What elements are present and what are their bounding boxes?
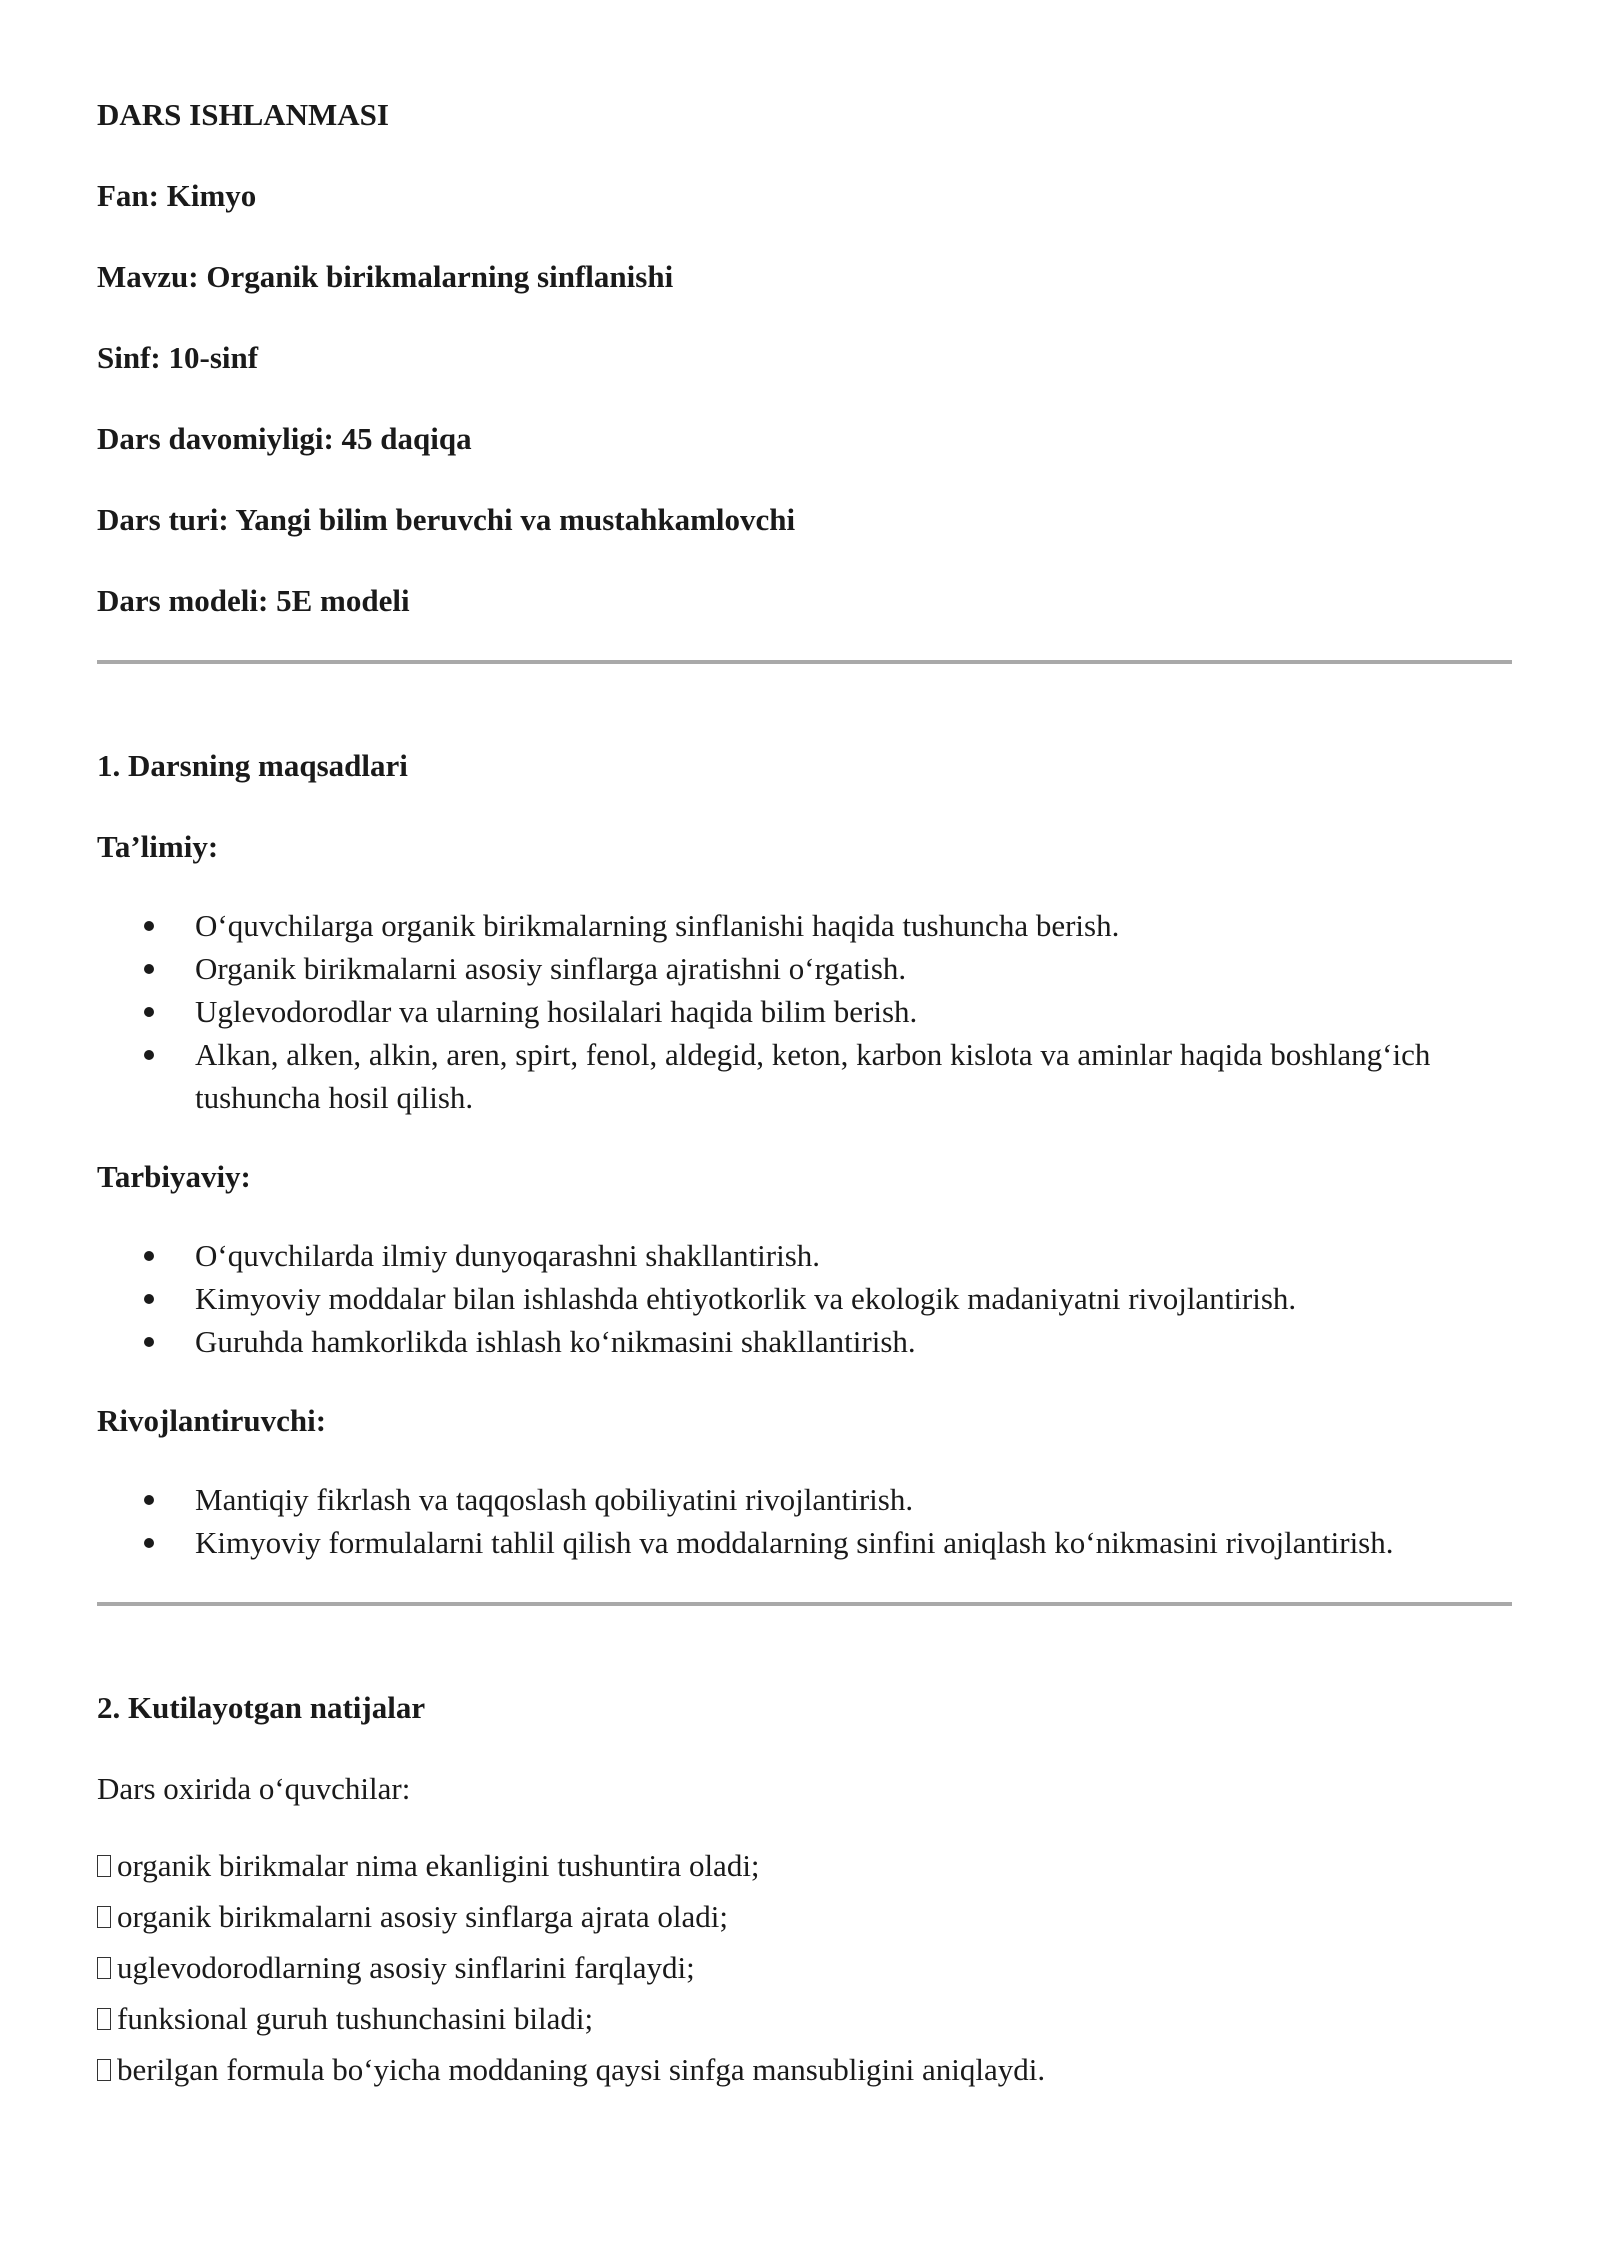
missing-glyph-box-icon (97, 1855, 111, 1877)
bullet-icon (144, 1337, 154, 1347)
subheading-tarbiyaviy: Tarbiyaviy: (97, 1159, 251, 1194)
section-title-outcomes: 2. Kutilayotgan natijalar (97, 1690, 426, 1725)
missing-glyph-box-icon (97, 1957, 111, 1979)
bullet-icon (144, 964, 154, 974)
list-item: organik birikmalarni asosiy sinflarga ajrata oladi; (97, 1891, 1512, 1942)
list-item: Uglevodorodlar va ularning hosilalari haqida bilim berish. (97, 990, 1512, 1033)
divider (97, 1602, 1512, 1606)
section-title-goals: 1. Darsning maqsadlari (97, 748, 408, 783)
tarbiyaviy-list (97, 1234, 1512, 1363)
topic-line: Mavzu: Organik birikmalarning sinflanishi (97, 259, 674, 294)
bullet-icon (144, 1538, 154, 1548)
lesson-type-line: Dars turi: Yangi bilim beruvchi va mustahkamlovchi (97, 502, 796, 537)
list-item: Guruhda hamkorlikda ishlash ko‘nikmasini shakllantirish. (97, 1320, 1512, 1363)
bullet-icon (144, 921, 154, 931)
list-item: organik birikmalar nima ekanligini tushuntira oladi; (97, 1840, 1512, 1891)
list-item: Kimyoviy moddalar bilan ishlashda ehtiyotkorlik va ekologik madaniyatni rivojlantirish. (97, 1277, 1512, 1320)
divider (97, 660, 1512, 664)
rivojlantiruvchi-list (97, 1478, 1512, 1564)
list-item: O‘quvchilarda ilmiy dunyoqarashni shakllantirish. (97, 1234, 1512, 1277)
missing-glyph-box-icon (97, 1906, 111, 1928)
bullet-icon (144, 1251, 154, 1261)
bullet-icon (144, 1294, 154, 1304)
list-item: O‘quvchilarga organik birikmalarning sinflanishi haqida tushuncha berish. (97, 904, 1512, 947)
bullet-icon (144, 1495, 154, 1505)
subheading-talimiy: Ta’limiy: (97, 829, 219, 864)
subheading-rivojlantiruvchi: Rivojlantiruvchi: (97, 1403, 327, 1438)
document-page (97, 95, 1512, 2095)
subject-line: Fan: Kimyo (97, 178, 257, 213)
list-item: Kimyoviy formulalarni tahlil qilish va moddalarning sinfini aniqlash ko‘nikmasini rivojlantirish. (97, 1521, 1512, 1564)
duration-line: Dars davomiyligi: 45 daqiqa (97, 421, 472, 456)
list-item: Mantiqiy fikrlash va taqqoslash qobiliyatini rivojlantirish. (97, 1478, 1512, 1521)
list-item: berilgan formula bo‘yicha moddaning qaysi sinfga mansubligini aniqlaydi. (97, 2044, 1512, 2095)
bullet-icon (144, 1050, 154, 1060)
outcomes-list (97, 1840, 1512, 2095)
list-item: Alkan, alken, alkin, aren, spirt, fenol, aldegid, keton, karbon kislota va aminlar haqida boshlang‘ich tushuncha hosil qilish. (97, 1033, 1512, 1119)
outcomes-intro: Dars oxirida o‘quvchilar: (97, 1771, 411, 1806)
talimiy-list (97, 904, 1512, 1119)
missing-glyph-box-icon (97, 2059, 111, 2081)
bullet-icon (144, 1007, 154, 1017)
lesson-model-line: Dars modeli: 5E modeli (97, 583, 410, 618)
list-item: funksional guruh tushunchasini biladi; (97, 1993, 1512, 2044)
list-item: Organik birikmalarni asosiy sinflarga ajratishni o‘rgatish. (97, 947, 1512, 990)
grade-line: Sinf: 10-sinf (97, 340, 259, 375)
missing-glyph-box-icon (97, 2008, 111, 2030)
document-title: DARS ISHLANMASI (97, 97, 389, 132)
list-item: uglevodorodlarning asosiy sinflarini farqlaydi; (97, 1942, 1512, 1993)
